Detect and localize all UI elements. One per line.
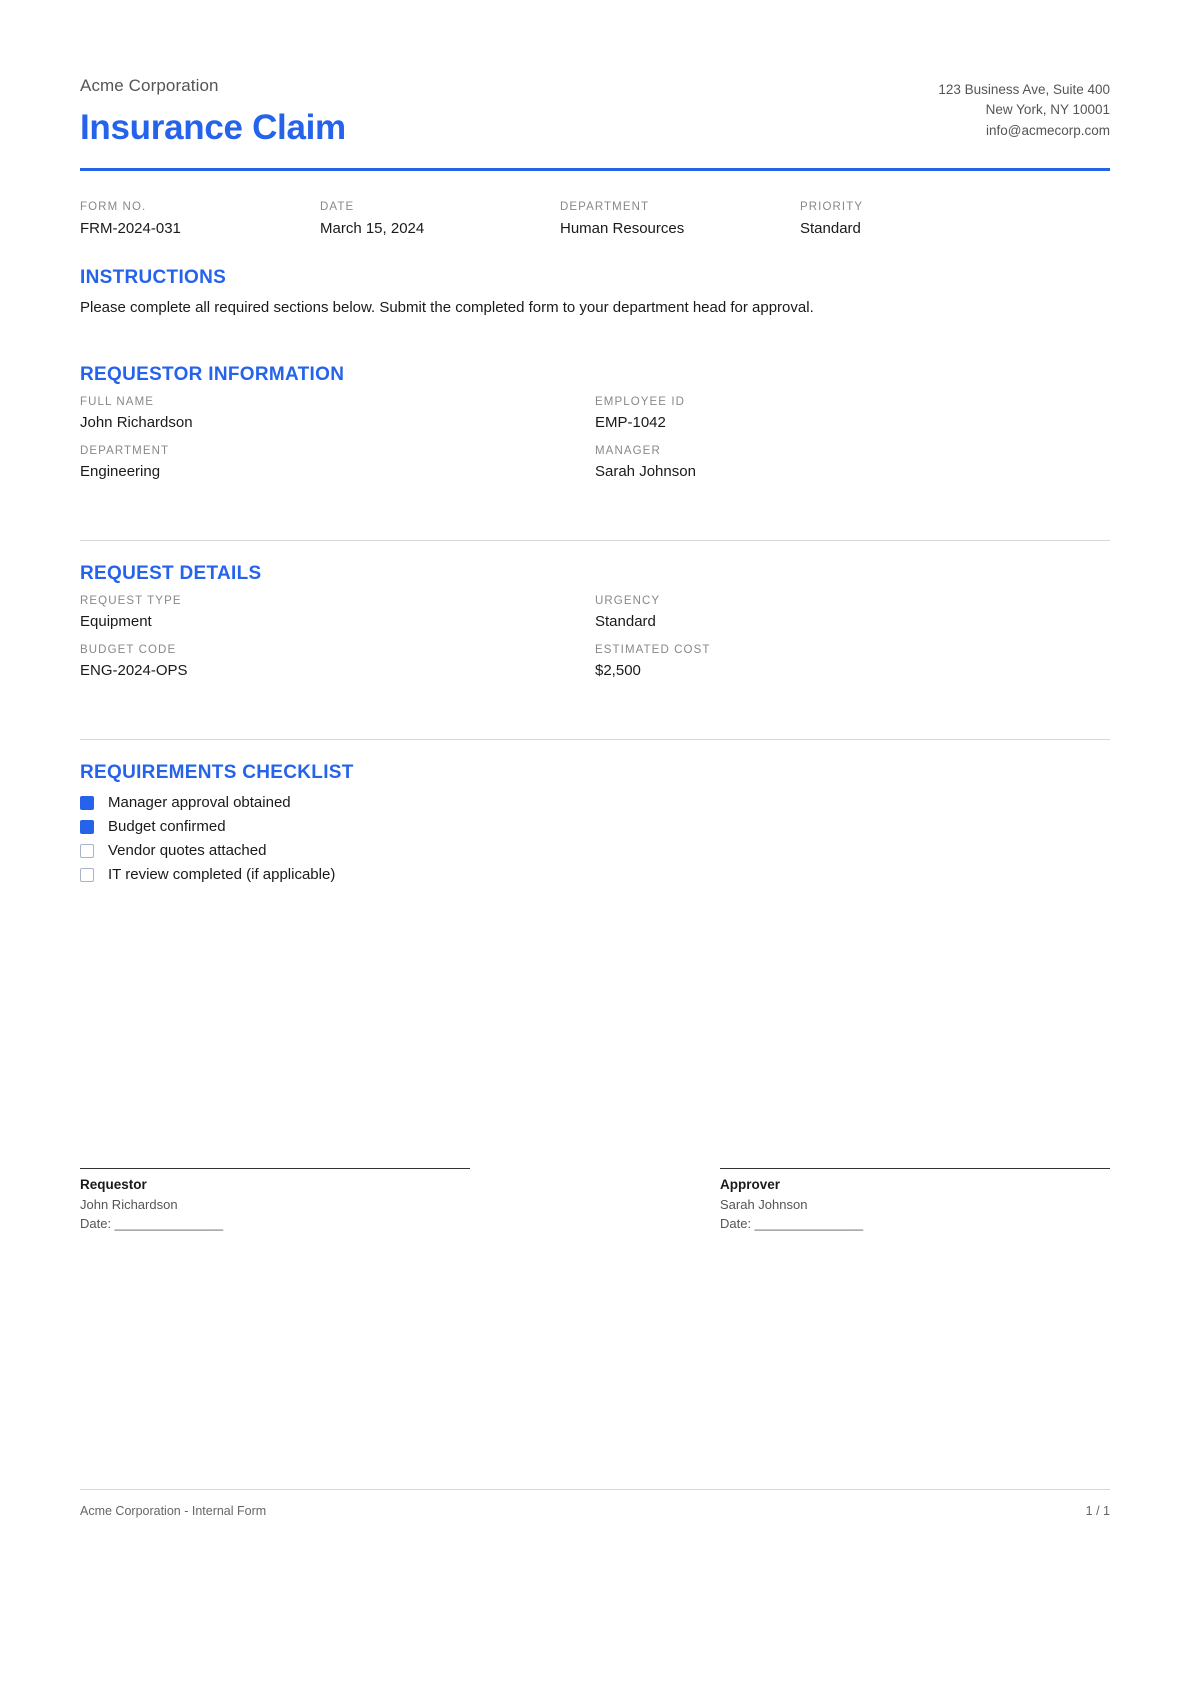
field-employee-id <box>595 396 1110 431</box>
company-name: Acme Corporation <box>80 76 219 95</box>
field-value: Sarah Johnson <box>595 463 696 480</box>
checklist-label: Vendor quotes attached <box>108 842 267 859</box>
meta-value: March 15, 2024 <box>320 220 425 237</box>
meta-label: DEPARTMENT <box>560 201 650 213</box>
address-line-2: New York, NY 10001 <box>985 102 1110 118</box>
meta-value: FRM-2024-031 <box>80 220 181 237</box>
meta-label: FORM NO. <box>80 201 147 213</box>
field-budget-code <box>80 644 595 679</box>
signature-block-approver <box>720 1168 1110 1231</box>
section-instructions <box>80 267 1110 316</box>
checkbox-budget-confirmed[interactable] <box>80 820 94 834</box>
signature-name: Sarah Johnson <box>720 1197 808 1212</box>
section-title-checklist: REQUIREMENTS CHECKLIST <box>80 762 354 783</box>
field-urgency <box>595 595 1110 630</box>
checklist-items <box>80 794 1110 883</box>
footer-page-number: 1 / 1 <box>1085 1504 1110 1518</box>
signature-area <box>80 1168 1110 1231</box>
signature-block-requestor <box>80 1168 470 1231</box>
field-label: MANAGER <box>595 445 661 457</box>
header-left <box>80 60 346 148</box>
signature-role: Approver <box>720 1177 781 1192</box>
field-value: Standard <box>595 613 656 630</box>
signature-line <box>80 1168 470 1169</box>
field-label: DEPARTMENT <box>80 445 170 457</box>
section-title-request-details: REQUEST DETAILS <box>80 563 262 584</box>
field-label: EMPLOYEE ID <box>595 396 686 408</box>
meta-department <box>560 201 800 237</box>
section-requirements-checklist <box>80 762 1110 883</box>
section-title-requestor: REQUESTOR INFORMATION <box>80 364 345 385</box>
checklist-row[interactable] <box>80 866 1110 883</box>
company-email: info@acmecorp.com <box>986 122 1110 138</box>
signature-name: John Richardson <box>80 1197 178 1212</box>
checkbox-vendor-quotes[interactable] <box>80 844 94 858</box>
meta-date <box>320 201 560 237</box>
field-value: Equipment <box>80 613 152 630</box>
signature-role: Requestor <box>80 1177 147 1192</box>
address-line-1: 123 Business Ave, Suite 400 <box>938 82 1110 97</box>
requestor-fields <box>80 396 1110 494</box>
field-label: BUDGET CODE <box>80 644 177 656</box>
meta-value: Standard <box>800 220 861 237</box>
header-divider <box>80 168 1110 171</box>
request-details-fields <box>80 595 1110 693</box>
field-value: Engineering <box>80 463 161 480</box>
form-meta-row <box>80 201 1110 237</box>
field-full-name <box>80 396 595 431</box>
section-divider-1 <box>80 540 1110 541</box>
signature-date: Date: _______________ <box>80 1216 224 1231</box>
field-value: $2,500 <box>595 662 641 679</box>
checklist-row[interactable] <box>80 818 1110 835</box>
checklist-label: IT review completed (if applicable) <box>108 866 336 883</box>
section-request-details <box>80 563 1110 693</box>
checklist-label: Budget confirmed <box>108 818 226 835</box>
meta-form-no <box>80 201 320 237</box>
checklist-row[interactable] <box>80 842 1110 859</box>
meta-value: Human Resources <box>560 220 685 237</box>
field-label: REQUEST TYPE <box>80 595 182 607</box>
signature-line <box>720 1168 1110 1169</box>
field-value: John Richardson <box>80 414 193 431</box>
instructions-text: Please complete all required sections below. Submit the completed form to your department head for approval. <box>80 299 814 316</box>
field-label: URGENCY <box>595 595 661 607</box>
checkbox-manager-approval[interactable] <box>80 796 94 810</box>
field-value: ENG-2024-OPS <box>80 662 188 679</box>
meta-priority <box>800 201 1040 237</box>
field-label: FULL NAME <box>80 396 155 408</box>
section-divider-2 <box>80 739 1110 740</box>
section-title-instructions: INSTRUCTIONS <box>80 267 227 288</box>
meta-label: DATE <box>320 201 355 213</box>
field-estimated-cost <box>595 644 1110 679</box>
field-request-type <box>80 595 595 630</box>
signature-date: Date: _______________ <box>720 1216 864 1231</box>
field-label: ESTIMATED COST <box>595 644 711 656</box>
document-header <box>80 60 1110 148</box>
field-department <box>80 445 595 480</box>
meta-label: PRIORITY <box>800 201 864 213</box>
section-requestor-information <box>80 364 1110 494</box>
checklist-row[interactable] <box>80 794 1110 811</box>
footer-left-text: Acme Corporation - Internal Form <box>80 1504 267 1518</box>
page-title: Insurance Claim <box>80 108 346 147</box>
checklist-label: Manager approval obtained <box>108 794 291 811</box>
company-address <box>938 80 1110 141</box>
field-manager <box>595 445 1110 480</box>
checkbox-it-review[interactable] <box>80 868 94 882</box>
field-value: EMP-1042 <box>595 414 666 431</box>
document-footer <box>80 1489 1110 1518</box>
